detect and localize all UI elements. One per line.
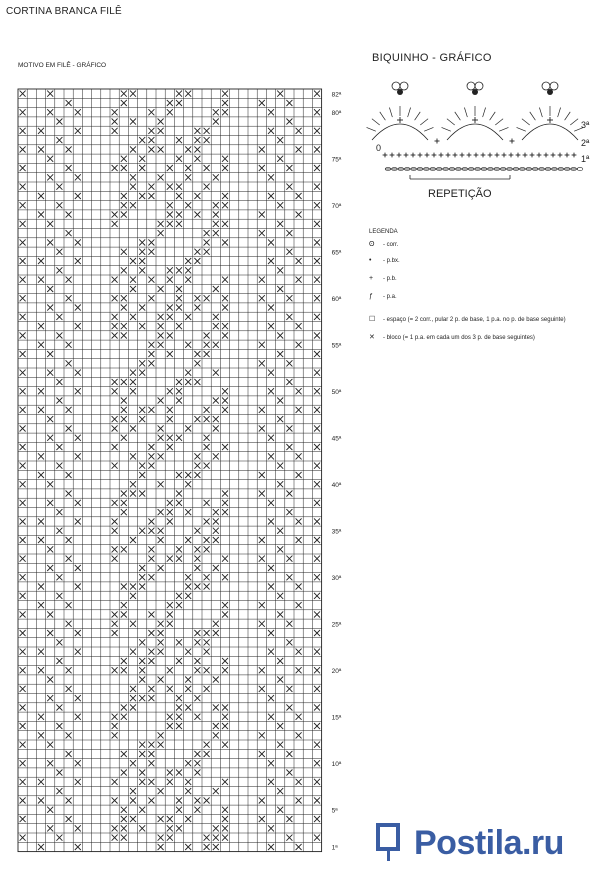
legend-text: - p.b.: [383, 276, 397, 282]
double-crochet-stroke: [530, 112, 536, 120]
picot-knot: [472, 89, 478, 95]
double-crochet-stroke: [389, 108, 392, 118]
picot-loop: [400, 82, 408, 90]
double-crochet-stroke: [539, 108, 542, 118]
row-label: 50ª: [331, 389, 342, 397]
scallop-arc: [522, 124, 578, 140]
double-crochet-stroke: [565, 112, 571, 120]
double-crochet-stroke: [499, 127, 508, 131]
biquinho-chart-title: BIQUINHO - GRÁFICO: [372, 52, 492, 64]
double-crochet-stroke: [380, 112, 386, 120]
double-crochet-stroke: [415, 112, 421, 120]
row-label: 40ª: [331, 482, 342, 490]
picot-knot: [547, 89, 553, 95]
sign-icon: [374, 822, 412, 862]
repeat-label: REPETIÇÃO: [428, 188, 492, 200]
double-crochet-stroke: [442, 127, 451, 131]
chain-stitch-icon: ʘ: [369, 241, 375, 248]
legend-item-space: [369, 315, 566, 323]
picot-loop: [550, 82, 558, 90]
cross-block-icon: ✕: [369, 334, 375, 341]
double-crochet-stroke: [447, 119, 455, 125]
picot-loop: [392, 82, 400, 90]
legend-item-double: [369, 293, 397, 300]
row-label: 55ª: [331, 342, 342, 350]
page-title: CORTINA BRANCA FILÊ: [6, 6, 122, 17]
double-crochet-stroke: [495, 119, 503, 125]
row-label: 80ª: [331, 110, 342, 118]
double-crochet-stroke: [570, 119, 578, 125]
picot-loop: [475, 82, 483, 90]
row-label: 75ª: [331, 156, 342, 164]
legend-title: LEGENDA: [369, 229, 398, 235]
legend-text: - espaço (= 2 corr., pular 2 p. de base, 1 p.a. no p. de base seguinte): [383, 317, 566, 323]
double-crochet-stroke: [558, 108, 561, 118]
chain-stitch: [577, 167, 583, 170]
scallop-arc: [447, 124, 503, 140]
biquinho-row-number: 1ª: [581, 154, 590, 164]
motif-chart-title: MOTIVO EM FILÊ - GRÁFICO: [18, 62, 107, 69]
legend-text: - p.a.: [383, 294, 397, 300]
row-label: 65ª: [331, 249, 342, 257]
row-label: 70ª: [331, 203, 342, 211]
row-label: 60ª: [331, 296, 342, 304]
scallop-arc: [372, 124, 428, 140]
picot-loop: [467, 82, 475, 90]
double-crochet-stroke: [455, 112, 461, 120]
row-label: 30ª: [331, 575, 342, 583]
watermark: [372, 818, 592, 872]
legend-item-chain: [369, 241, 398, 248]
double-crochet-stroke: [420, 119, 428, 125]
double-crochet-stroke: [483, 108, 486, 118]
double-crochet-stroke: [372, 119, 380, 125]
watermark-text: Postila.ru: [414, 824, 564, 862]
start-mark: 0: [376, 143, 382, 153]
row-label: 1ª: [331, 844, 338, 852]
slip-stitch-icon: •: [369, 257, 372, 264]
double-crochet-stroke: [367, 127, 376, 131]
biquinho-row-number: 3ª: [581, 120, 590, 130]
row-label: 15ª: [331, 714, 342, 722]
double-crochet-stroke: [464, 108, 467, 118]
legend-item-single: [369, 275, 397, 282]
double-crochet-stroke: [522, 119, 530, 125]
legend-item-slip: [369, 257, 400, 264]
row-label: 5ª: [331, 807, 338, 815]
legend-text: - corr.: [383, 242, 399, 248]
row-label: 45ª: [331, 435, 342, 443]
picot-loop: [542, 82, 550, 90]
double-crochet-stroke: [517, 127, 526, 131]
row-label: 25ª: [331, 621, 342, 629]
single-crochet-icon: +: [369, 275, 374, 282]
double-crochet-stroke: [424, 127, 433, 131]
row-label: 82ª: [331, 91, 342, 99]
double-crochet-stroke: [408, 108, 411, 118]
legend-text: - bloco (= 1 p.a. em cada um dos 3 p. de base seguintes): [383, 335, 535, 341]
double-crochet-stroke: [490, 112, 496, 120]
row-label: 35ª: [331, 528, 342, 536]
picot-knot: [397, 89, 403, 95]
empty-square-icon: ☐: [369, 316, 376, 323]
legend-text: - p.bx.: [383, 258, 400, 264]
row-label: 20ª: [331, 668, 342, 676]
row-label: 10ª: [331, 761, 342, 769]
double-crochet-icon: ƒ: [369, 293, 373, 300]
biquinho-row-number: 2ª: [581, 138, 590, 148]
legend-item-block: [369, 333, 535, 341]
